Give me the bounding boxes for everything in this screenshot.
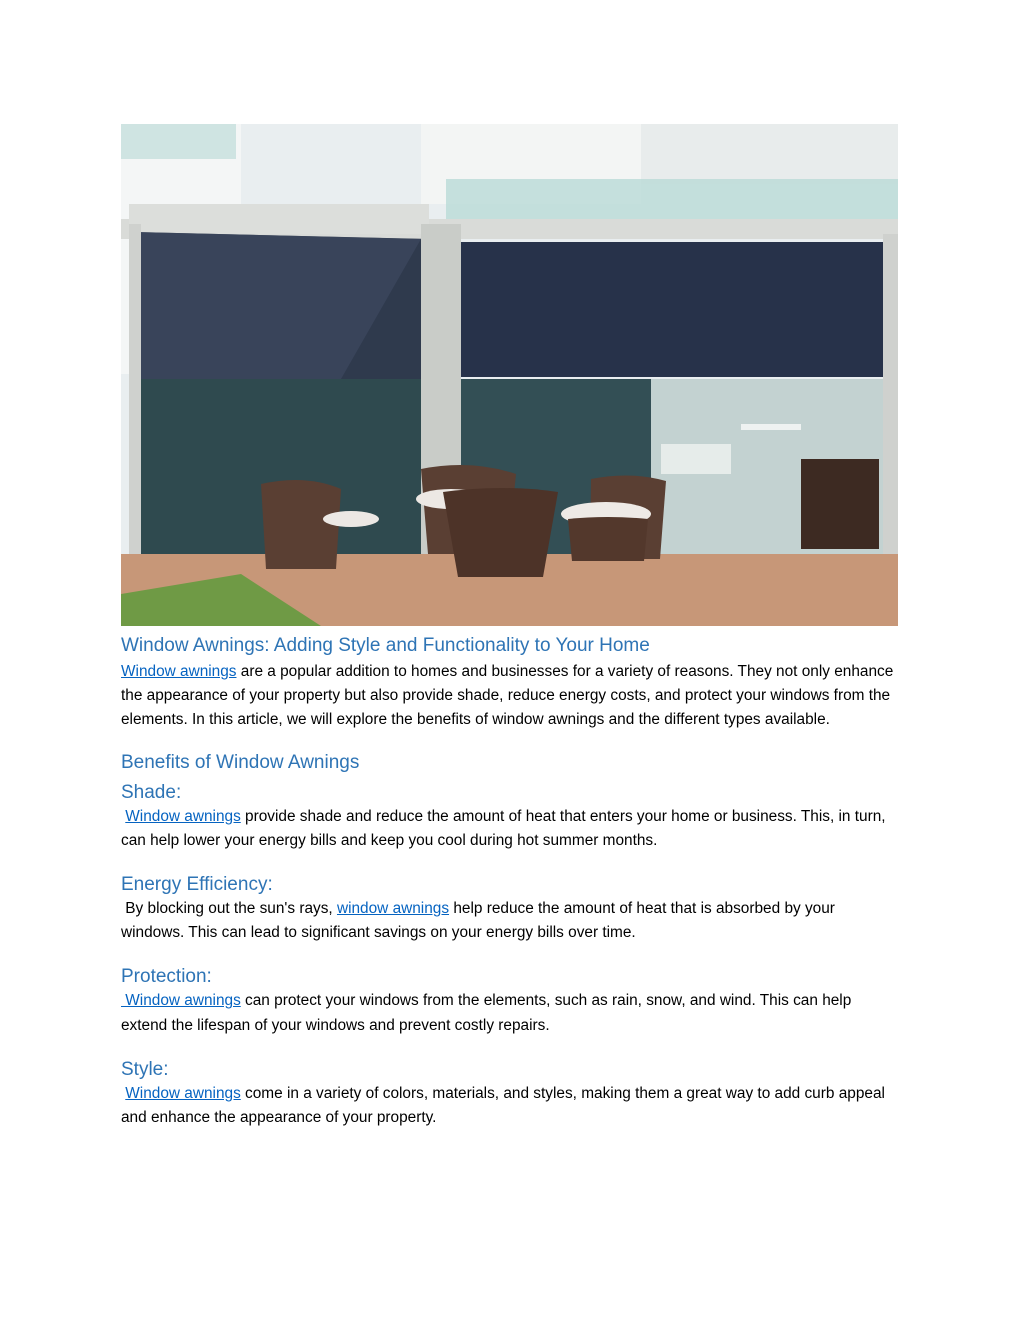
section-text-after: come in a variety of colors, materials, and styles, making them a great way to add curb appeal and enhance the appearance of your property.: [121, 1084, 885, 1127]
document-page: [121, 124, 899, 1130]
section-heading-energy-efficiency: Energy Efficiency:: [121, 874, 273, 896]
section-text-after: help reduce the amount of heat that is absorbed by your windows. This can lead to significant savings on your energy bills over time.: [121, 900, 835, 942]
section-paragraph-energy-efficiency: [121, 897, 899, 945]
section-text-after: provide shade and reduce the amount of heat that enters your home or business. This, in turn, can help lower your energy bills and keep you cool during hot summer months.: [121, 807, 886, 849]
article-title: Window Awnings: Adding Style and Functionality to Your Home: [121, 635, 650, 656]
intro-link[interactable]: Window awnings: [121, 663, 237, 680]
section-paragraph-style: [121, 1082, 899, 1130]
benefits-heading: Benefits of Window Awnings: [121, 751, 360, 773]
section-link-protection[interactable]: Window awnings: [121, 992, 241, 1010]
section-link-shade[interactable]: Window awnings: [125, 807, 241, 825]
hero-image: [121, 124, 898, 626]
section-heading-style: Style:: [121, 1058, 169, 1080]
section-paragraph-shade: [121, 805, 899, 853]
section-text-after: can protect your windows from the elements, such as rain, snow, and wind. This can help extend the lifespan of your windows and prevent costly repairs.: [121, 992, 852, 1034]
section-link-style[interactable]: Window awnings: [125, 1084, 241, 1102]
intro-text: are a popular addition to homes and businesses for a variety of reasons. They not only enhance the appearance of your property but also provide shade, reduce energy costs, and protect your windows from the elements. In this article, we will explore the benefits of window awnings and the different types available.: [121, 663, 894, 729]
section-heading-shade: Shade:: [121, 781, 182, 803]
section-link-energy-efficiency[interactable]: window awnings: [336, 900, 450, 918]
intro-paragraph: [121, 660, 899, 733]
section-paragraph-protection: [121, 989, 899, 1037]
section-text-before: By blocking out the sun's rays,: [121, 900, 337, 918]
section-heading-protection: Protection:: [121, 966, 212, 988]
